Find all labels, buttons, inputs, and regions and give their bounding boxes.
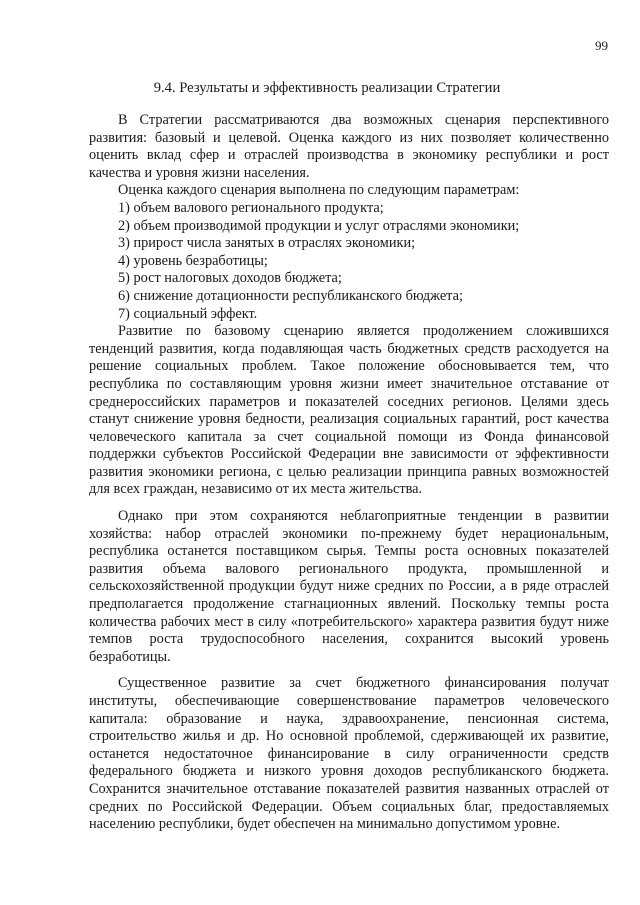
list-item: 5) рост налоговых доходов бюджета; [118, 270, 342, 287]
list-item: 2) объем производимой продукции и услуг отраслями экономики; [118, 217, 520, 234]
parameters-intro: Оценка каждого сценария выполнена по следующим параметрам: [118, 182, 520, 199]
page-number: 99 [595, 38, 608, 53]
section-heading: 9.4. Результаты и эффективность реализации Стратегии [153, 80, 501, 96]
paragraph-unfavorable-trends: Однако при этом сохраняются неблагоприятные тенденции в развитии хозяйства: набор отраслей экономики по-прежнему будет нерациональным, республика останется поставщиком сырья. Темпы роста основных показателей развития объема валового регионального продукта, промышленной и сельскохозяйственной продукции будут ниже средних по России, а в ряде отраслей предполагается продолжение стагнационных явлений. Поскольку темпы роста количества рабочих мест в силу «потребительского» характера развития будут ниже темпов роста трудоспособного населения, сохранится высокий уровень безработицы. [89, 508, 609, 665]
list-item: 1) объем валового регионального продукта; [118, 199, 384, 216]
list-item: 4) уровень безработицы; [118, 252, 268, 269]
document-body [89, 112, 609, 834]
list-item: 7) социальный эффект. [118, 305, 258, 322]
list-item: 6) снижение дотационности республиканского бюджета; [118, 287, 463, 304]
paragraph-budget-financing: Существенное развитие за счет бюджетного финансирования получат институты, обеспечивающие совершенствование параметров человеческого капитала: образование и наука, здравоохранение, пенсионная система, строительство жилья и др. Но основной проблемой, сдерживающей их развитие, останется недостаточное финансирование в силу ограниченности средств федерального бюджета и низкого уровня доходов республиканского бюджета. Сохранится значительное отставание показателей развития названных отраслей от средних по Российской Федерации. Объем социальных благ, предоставляемых населению республики, будет обеспечен на минимально допустимом уровне. [89, 675, 609, 833]
paragraph-base-scenario: Развитие по базовому сценарию является продолжением сложившихся тенденций развития, когда подавляющая часть бюджетных средств расходуется на решение социальных проблем. Такое положение обосновывается тем, что республика по составляющим уровня жизни имеет значительное отставание от среднероссийских параметров и показателей соседних регионов. Целями здесь станут снижение уровня бедности, реализация социальных гарантий, рост качества человеческого капитала за счет социальной помощи из Фонда финансовой поддержки субъектов Российской Федерации вне зависимости от эффективности развития экономики региона, с целью реализации принципа равных возможностей для всех граждан, независимо от их места жительства. [89, 323, 609, 498]
list-item: 3) прирост числа занятых в отраслях экономики; [118, 235, 416, 252]
intro-paragraph: В Стратегии рассматриваются два возможных сценария перспективного развития: базовый и целевой. Оценка каждого из них позволяет количественно оценить вклад сфер и отраслей производства в экономику республики и рост качества и уровня жизни населения. [89, 112, 609, 181]
parameters-list [89, 200, 609, 323]
